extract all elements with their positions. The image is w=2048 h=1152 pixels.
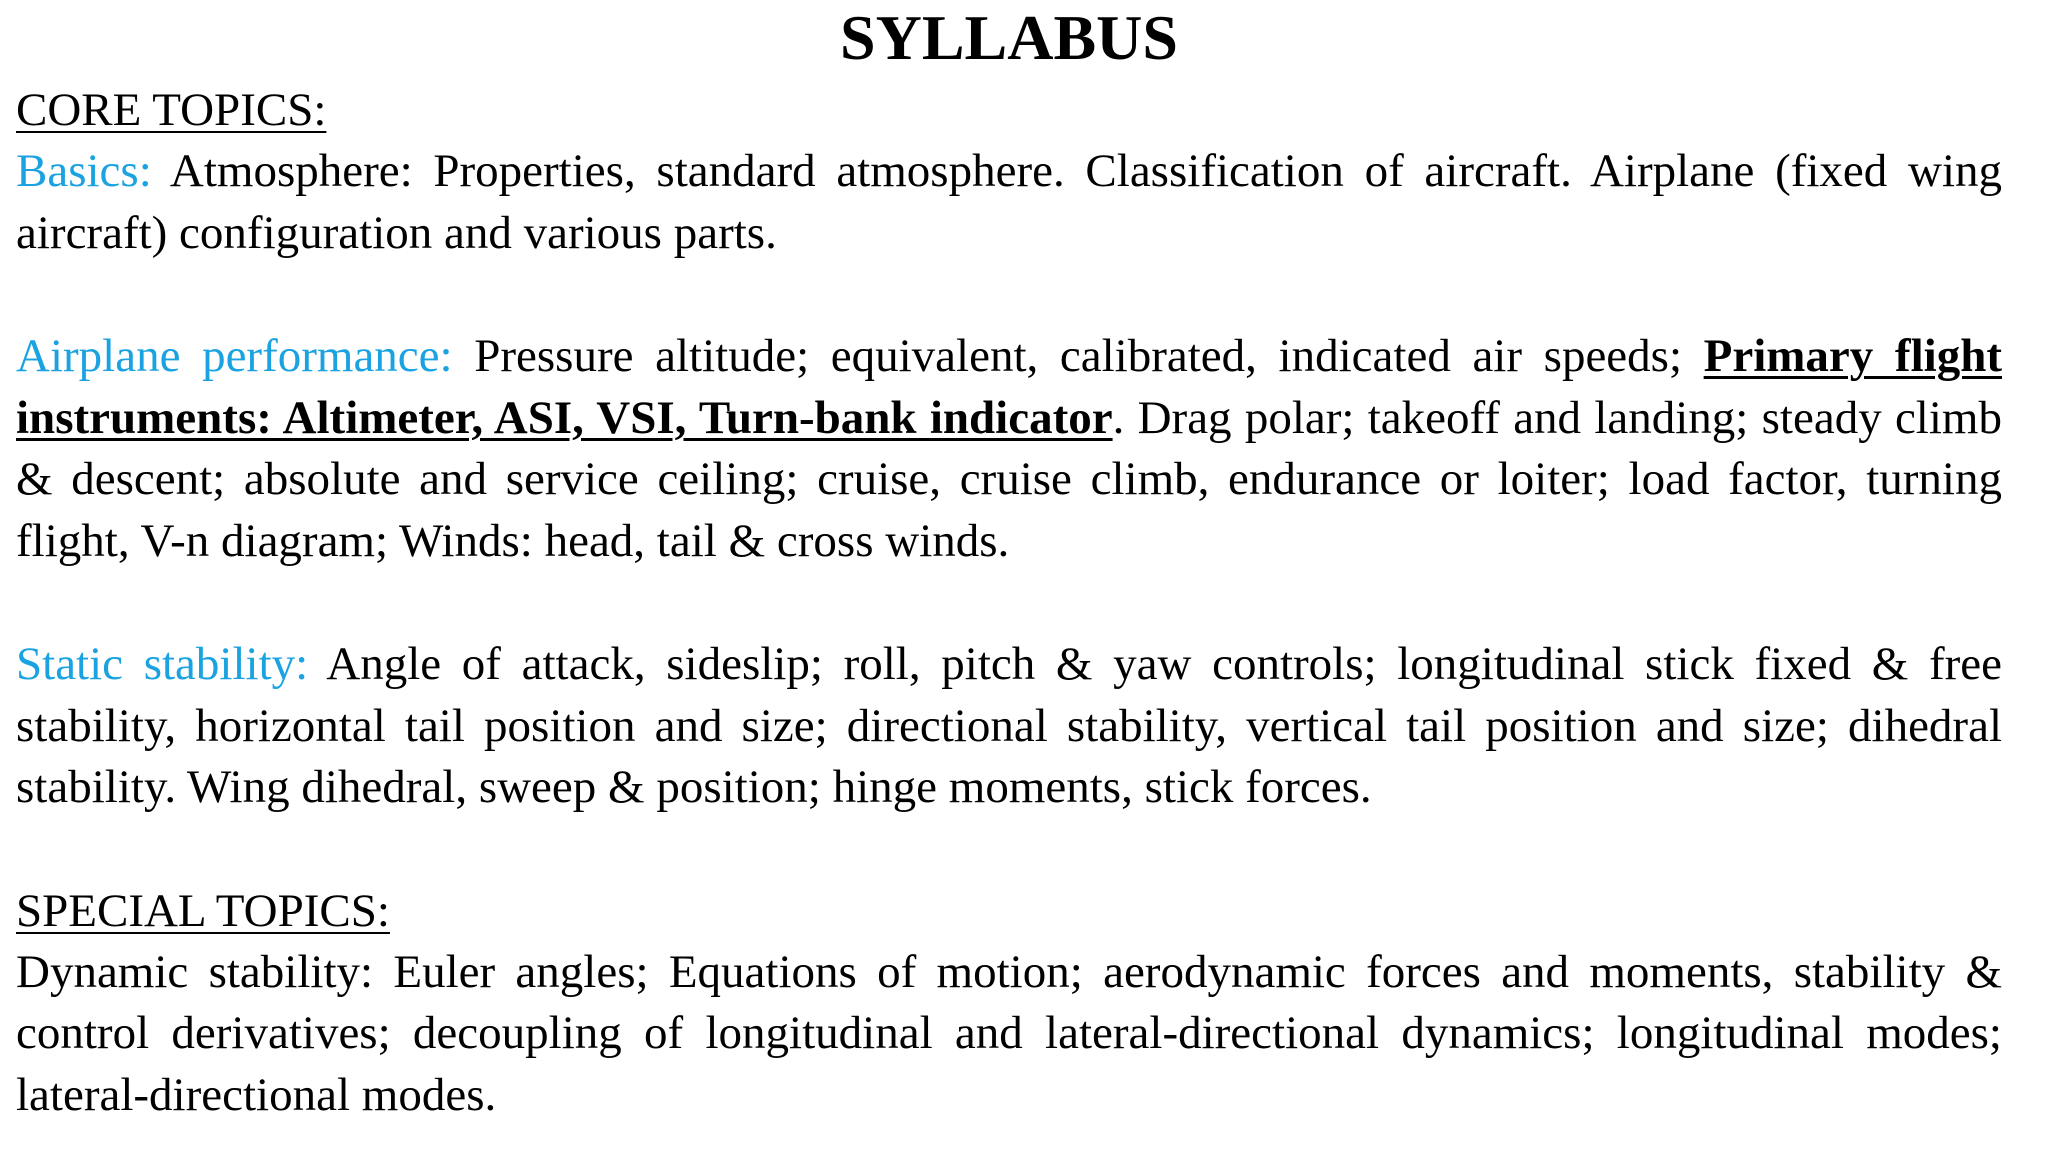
performance-text-after: . Drag polar; takeoff and landing; steady climb & descent; absolute and service ceiling; cruise, cruise climb, endurance or loiter; load factor, turning flight, V-n diagram; Winds: head, tail & cross winds.	[16, 391, 2002, 567]
paragraph-spacer	[16, 572, 2002, 634]
basics-text: Atmosphere: Properties, standard atmosphere. Classification of aircraft. Airplane (fixed wing aircraft) configuration and various parts.	[16, 145, 2002, 259]
stability-label: Static stability:	[16, 638, 309, 690]
core-topics-heading-text: CORE TOPICS:	[16, 84, 327, 136]
paragraph-spacer	[16, 264, 2002, 326]
stability-text: Angle of attack, sideslip; roll, pitch & yaw controls; longitudinal stick fixed & free stability, horizontal tail position and size; directional stability, vertical tail position and size; dihedral stability. Wing dihedral, sweep & position; hinge moments, stick forces.	[16, 638, 2002, 813]
page-title: SYLLABUS	[840, 2, 1178, 73]
dynamic-paragraph	[16, 942, 2002, 1127]
core-topics-heading	[16, 80, 2002, 141]
performance-label: Airplane performance:	[16, 330, 453, 382]
stability-paragraph	[16, 634, 2002, 819]
special-topics-heading-text: SPECIAL TOPICS:	[16, 884, 390, 937]
basics-label: Basics:	[16, 145, 152, 197]
syllabus-page	[16, 0, 2002, 1126]
performance-text-before: Pressure altitude; equivalent, calibrated, indicated air speeds;	[452, 330, 1704, 382]
paragraph-spacer	[16, 819, 2002, 881]
special-topics-heading	[16, 881, 2002, 942]
performance-paragraph	[16, 326, 2002, 572]
basics-paragraph	[16, 141, 2002, 264]
dynamic-text: Dynamic stability: Euler angles; Equations of motion; aerodynamic forces and moments, stability & control derivatives; decoupling of longitudinal and lateral-directional dynamics; longitudinal modes; lateral-directional modes.	[16, 945, 2002, 1121]
flight-instruments-emphasis: Primary flight instruments: Altimeter, ASI, VSI, Turn-bank indicator	[16, 330, 2002, 444]
